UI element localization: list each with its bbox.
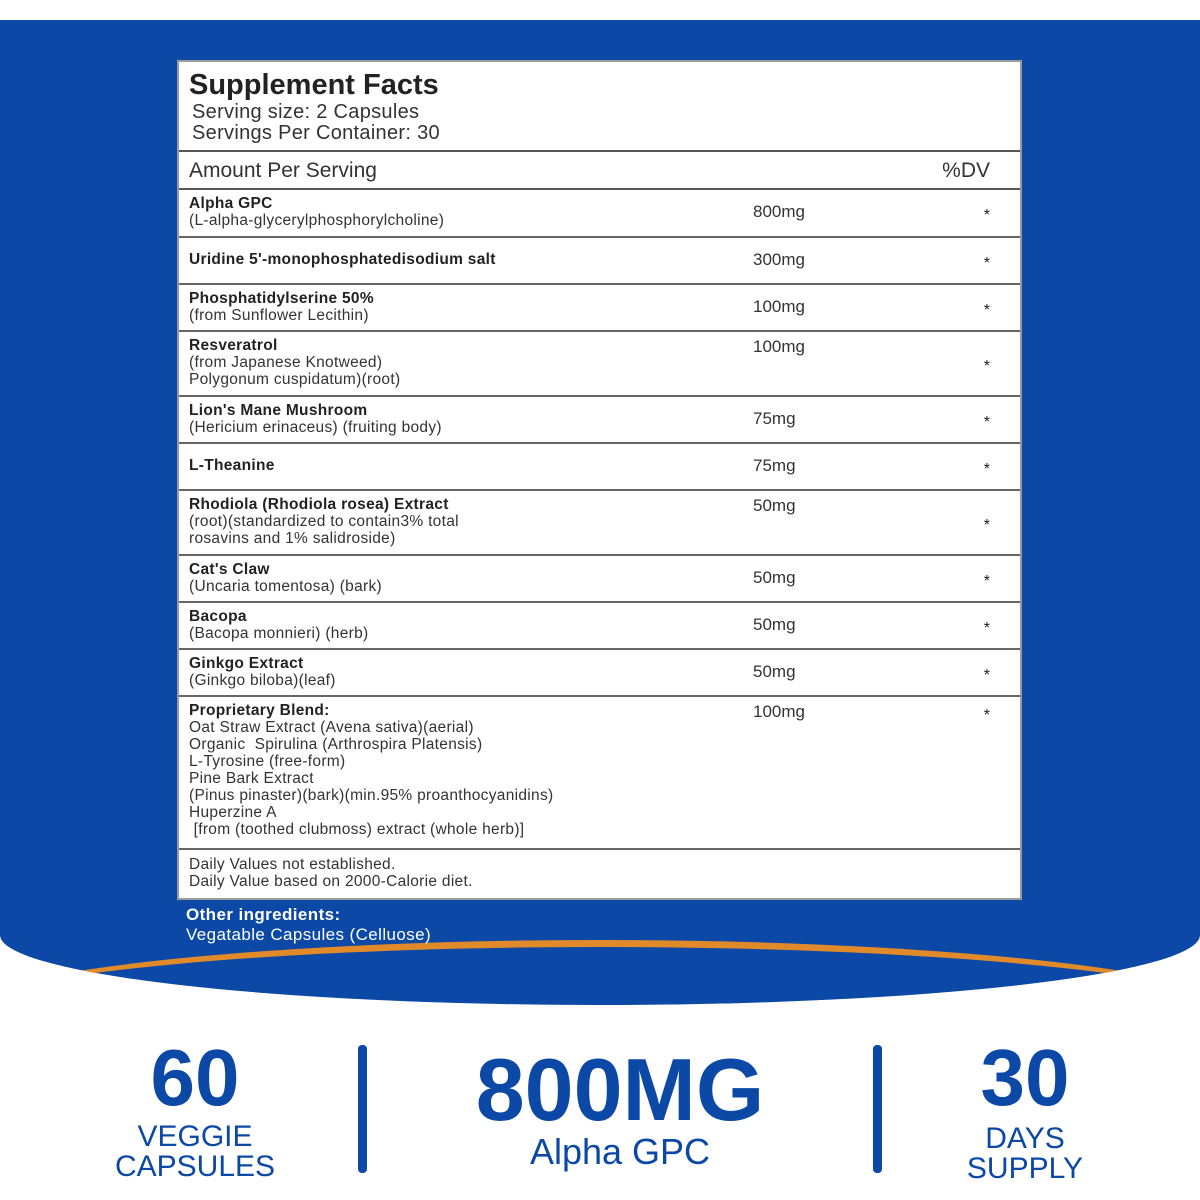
dose-number: 800MG <box>475 1040 765 1139</box>
ingredient-amount: 50mg <box>753 496 796 515</box>
days-number: 30 <box>980 1033 1070 1122</box>
ingredient-detail: (Uncaria tomentosa) (bark) <box>189 578 382 595</box>
ingredient-name <box>189 457 275 474</box>
orange-arc-decoration <box>0 940 1200 1005</box>
ingredient-name <box>189 337 400 388</box>
other-ingredients <box>186 905 431 945</box>
ingredient-dv: * <box>983 573 990 590</box>
ingredient-rows <box>179 190 1020 850</box>
ingredient-row <box>179 444 1020 491</box>
ingredient-amount: 50mg <box>753 568 796 587</box>
capsules-stat <box>100 1033 290 1183</box>
other-ingredients-text: Vegatable Capsules (Celluose) <box>186 925 432 944</box>
footnote-calorie-diet: Daily Value based on 2000-Calorie diet. <box>189 873 473 890</box>
ingredient-detail: Oat Straw Extract (Avena sativa)(aerial) <box>189 719 474 736</box>
ingredient-title: Cat's Claw <box>189 561 270 578</box>
ingredient-detail: Huperzine A <box>189 804 277 821</box>
ingredient-dv: * <box>983 207 990 224</box>
ingredient-dv: * <box>983 667 990 684</box>
ingredient-row <box>179 332 1020 397</box>
ingredient-title: Proprietary Blend: <box>189 702 330 719</box>
ingredient-row <box>179 650 1020 697</box>
facts-title: Supplement Facts <box>189 69 439 101</box>
ingredient-detail: rosavins and 1% salidroside) <box>189 530 396 547</box>
ingredient-detail: (Pinus pinaster)(bark)(min.95% proanthocyanidins) <box>189 787 554 804</box>
footnote-daily-values: Daily Values not established. <box>189 856 396 873</box>
amount-per-serving-label: Amount Per Serving <box>189 159 377 182</box>
capsules-line2: CAPSULES <box>114 1150 276 1183</box>
ingredient-amount: 50mg <box>753 615 796 634</box>
ingredient-name <box>189 251 496 268</box>
ingredient-name <box>189 496 459 547</box>
ingredient-detail: (Hericium erinaceus) (fruiting body) <box>189 419 442 436</box>
footnote-row <box>179 850 1020 898</box>
ingredient-row <box>179 397 1020 444</box>
ingredient-name <box>189 402 442 436</box>
ingredient-title: Uridine 5'-monophosphatedisodium salt <box>189 251 496 268</box>
ingredient-amount: 50mg <box>753 662 796 681</box>
other-ingredients-heading: Other ingredients: <box>186 905 341 924</box>
ingredient-row <box>179 556 1020 603</box>
dv-header-label: %DV <box>942 159 990 182</box>
ingredient-row <box>179 603 1020 650</box>
ingredient-name <box>189 561 382 595</box>
ingredient-detail: (Ginkgo biloba)(leaf) <box>189 672 336 689</box>
ingredient-amount: 100mg <box>753 337 805 356</box>
ingredient-detail: (from Japanese Knotweed) <box>189 354 383 371</box>
ingredient-row <box>179 697 1020 850</box>
ingredient-detail: (root)(standardized to contain3% total <box>189 513 459 530</box>
ingredient-title: Bacopa <box>189 608 247 625</box>
ingredient-amount: 300mg <box>753 250 805 269</box>
footnote <box>189 856 473 890</box>
ingredient-title: L-Theanine <box>189 457 275 474</box>
facts-header <box>179 62 1020 150</box>
ingredient-title: Alpha GPC <box>189 195 273 212</box>
ingredient-name <box>189 290 374 324</box>
days-line2: SUPPLY <box>966 1152 1084 1185</box>
ingredient-detail: Organic Spirulina (Arthrospira Platensis) <box>189 736 483 753</box>
amount-per-serving-header <box>179 150 1020 190</box>
ingredient-dv: * <box>983 414 990 431</box>
ingredient-detail: [from (toothed clubmoss) extract (whole herb)] <box>189 821 525 838</box>
days-stat <box>940 1033 1110 1185</box>
ingredient-amount: 75mg <box>753 409 796 428</box>
dose-stat <box>430 1040 810 1172</box>
ingredient-title: Phosphatidylserine 50% <box>189 290 374 307</box>
ingredient-amount: 100mg <box>753 702 805 721</box>
ingredient-detail: Polygonum cuspidatum)(root) <box>189 371 401 388</box>
capsules-line1: VEGGIE <box>137 1120 253 1153</box>
supplement-facts-panel <box>177 60 1022 900</box>
ingredient-dv: * <box>983 620 990 637</box>
ingredient-detail: L-Tyrosine (free-form) <box>189 753 346 770</box>
ingredient-name <box>189 702 553 838</box>
ingredient-dv: * <box>983 358 990 375</box>
ingredient-name <box>189 195 444 229</box>
ingredient-dv: * <box>983 255 990 272</box>
days-line1: DAYS <box>985 1122 1065 1155</box>
ingredient-row <box>179 238 1020 285</box>
ingredient-dv: * <box>983 517 990 534</box>
ingredient-amount: 75mg <box>753 456 796 475</box>
stat-divider-right <box>873 1045 882 1173</box>
ingredient-row <box>179 190 1020 238</box>
ingredient-title: Rhodiola (Rhodiola rosea) Extract <box>189 496 449 513</box>
ingredient-title: Ginkgo Extract <box>189 655 304 672</box>
ingredient-title: Resveratrol <box>189 337 278 354</box>
dose-label: Alpha GPC <box>529 1131 711 1172</box>
ingredient-dv: * <box>983 461 990 478</box>
ingredient-detail: (L-alpha-glycerylphosphorylcholine) <box>189 212 445 229</box>
ingredient-amount: 800mg <box>753 202 805 221</box>
ingredient-detail: (Bacopa monnieri) (herb) <box>189 625 369 642</box>
ingredient-title: Lion's Mane Mushroom <box>189 402 368 419</box>
ingredient-name <box>189 608 369 642</box>
capsules-number: 60 <box>150 1033 240 1122</box>
ingredient-amount: 100mg <box>753 297 805 316</box>
ingredient-detail: (from Sunflower Lecithin) <box>189 307 369 324</box>
ingredient-row <box>179 285 1020 332</box>
ingredient-name <box>189 655 336 689</box>
ingredient-row <box>179 491 1020 556</box>
serving-size: Serving size: 2 Capsules <box>192 101 420 123</box>
ingredient-dv: * <box>983 302 990 319</box>
ingredient-dv: * <box>983 707 990 724</box>
stat-divider-left <box>358 1045 367 1173</box>
ingredient-detail: Pine Bark Extract <box>189 770 314 787</box>
servings-per-container: Servings Per Container: 30 <box>192 122 440 144</box>
